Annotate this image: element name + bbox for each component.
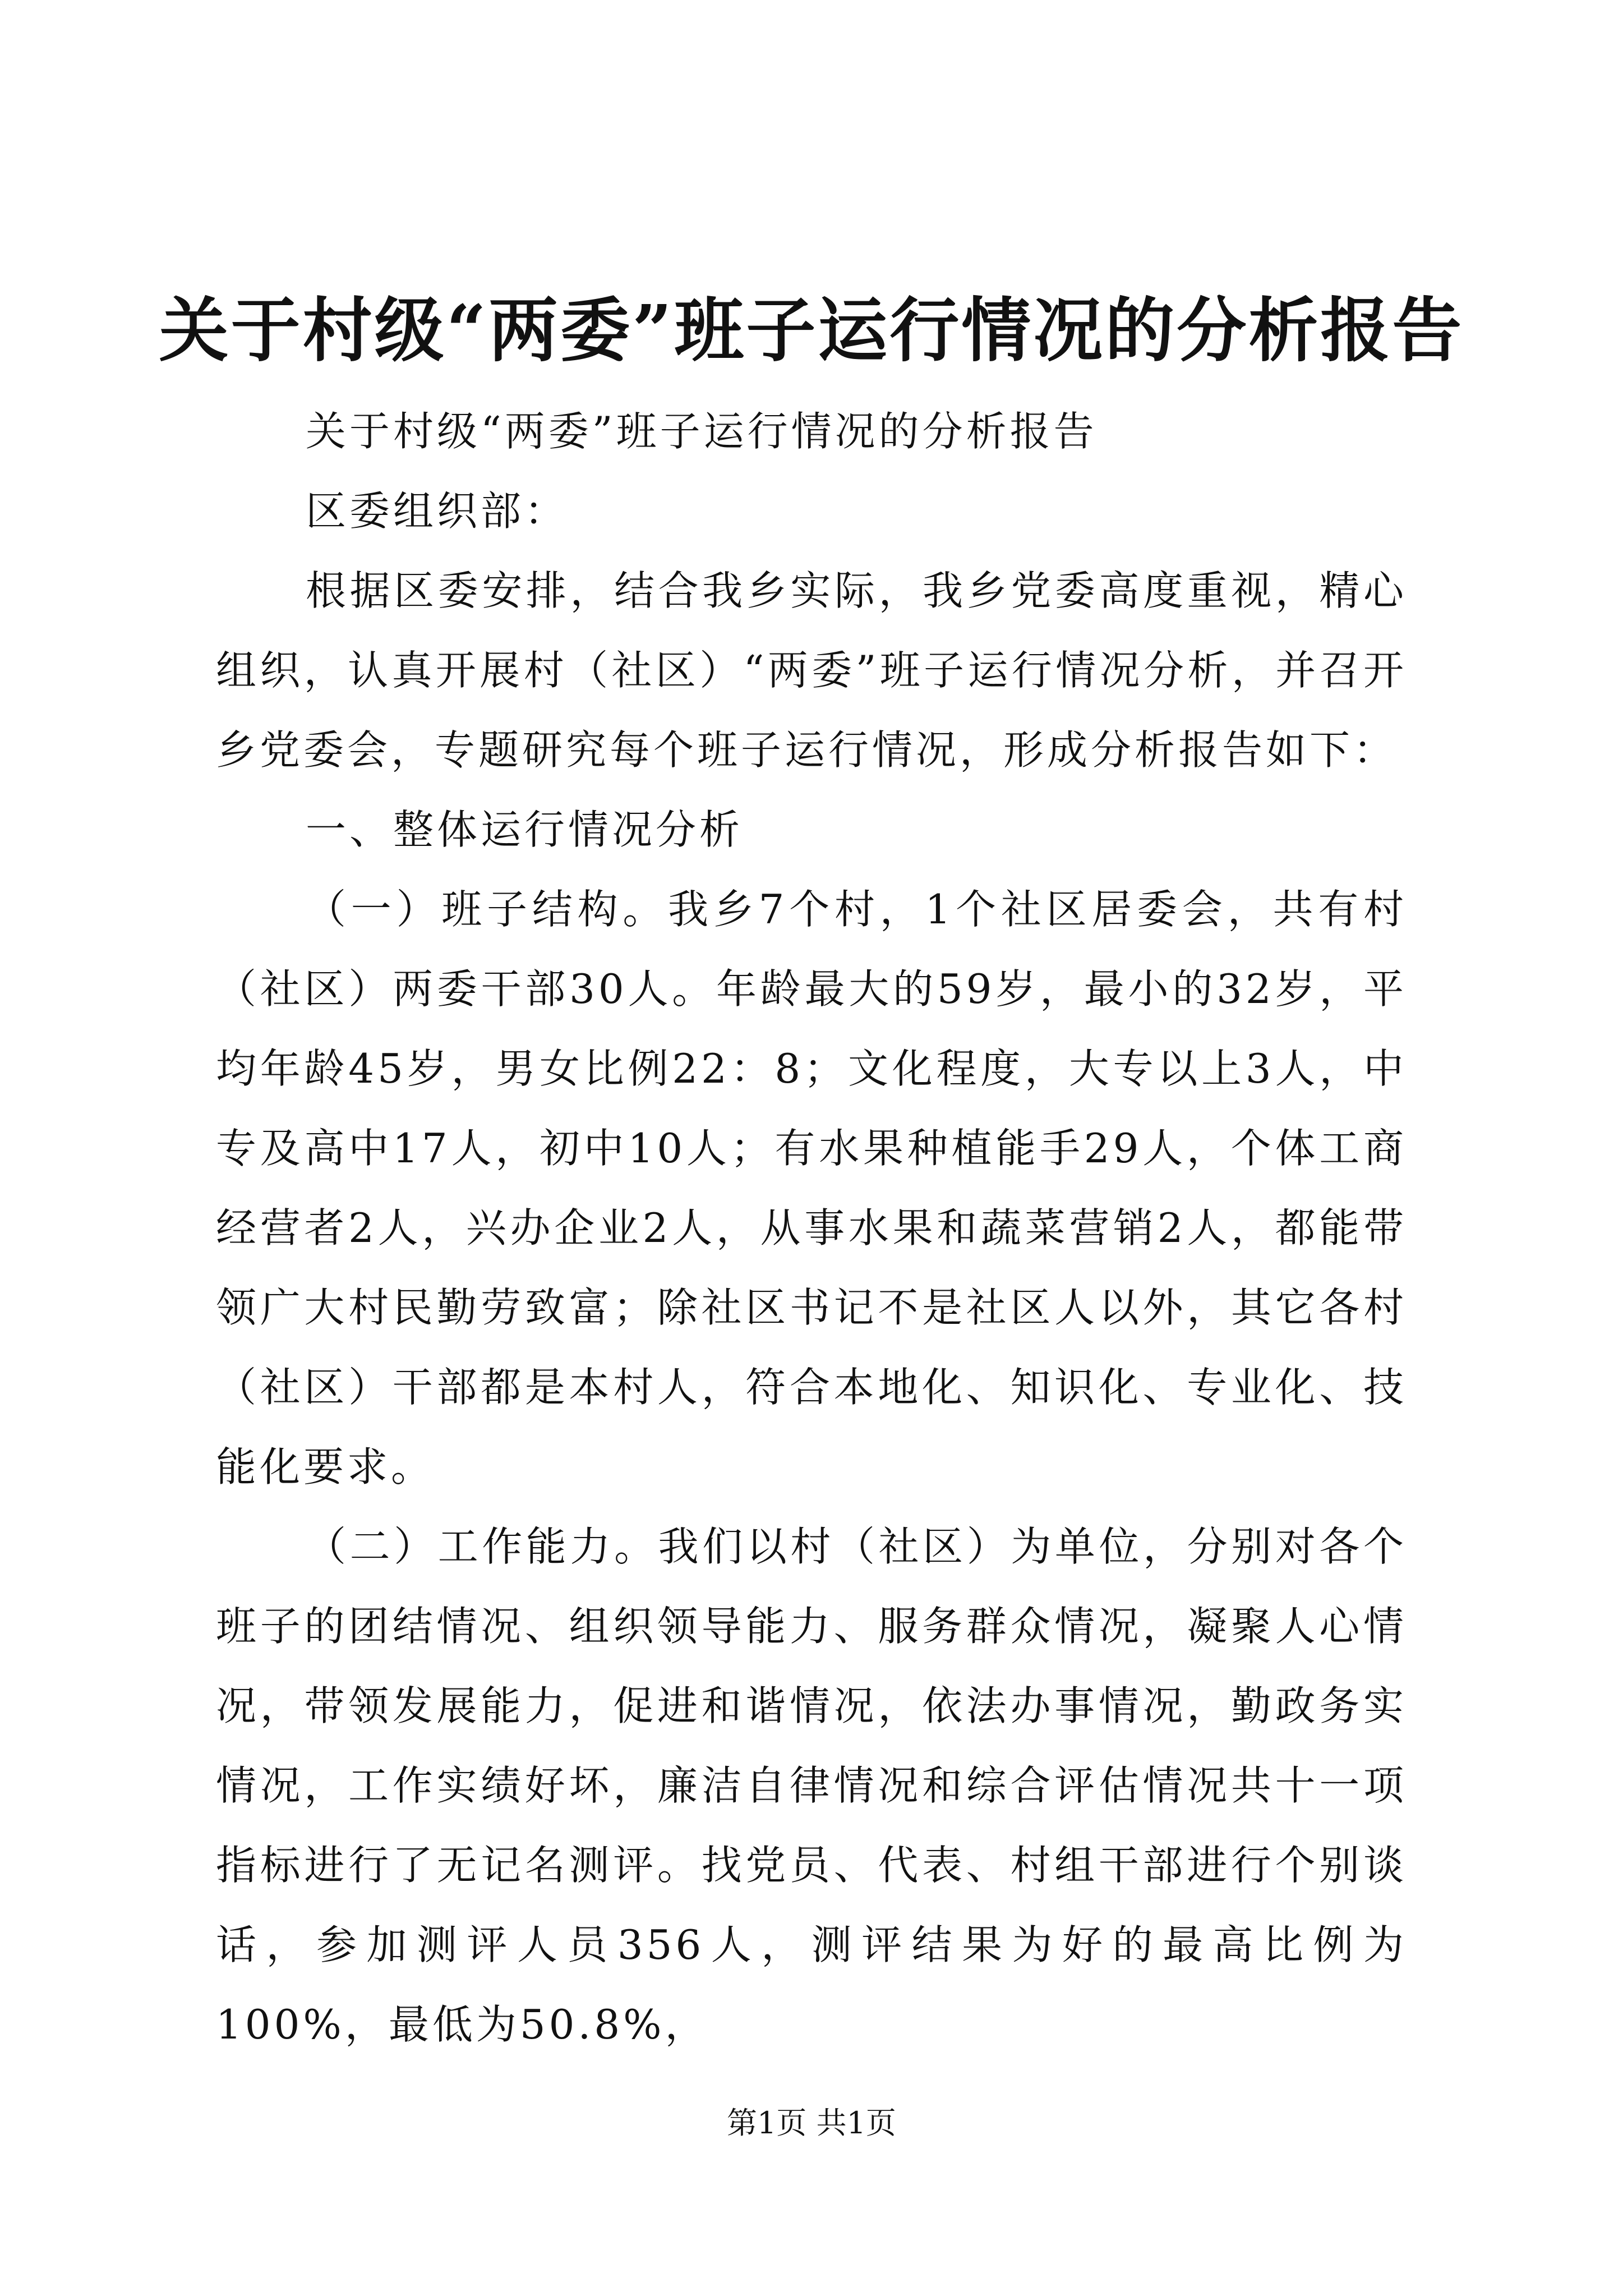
paragraph-intro: 根据区委安排，结合我乡实际，我乡党委高度重视，精心组织，认真开展村（社区）“两委”班子运行情况分析，并召开乡党委会，专题研究每个班子运行情况，形成分析报告如下： [216,567,1407,774]
paragraph-team-structure: （一）班子结构。我乡7个村，1个社区居委会，共有村（社区）两委干部30人。年龄最大的59岁，最小的32岁，平均年龄45岁，男女比例22：8；文化程度，大专以上3人，中专及高中17人，初中10人；有水果种植能手29人，个体工商经营者2人，兴办企业2人，从事水果和蔬菜营销2人，都能带领广大村民勤劳致富；除社区书记不是社区人以外，其它各村（社区）干部都是本村人，符合本地化、知识化、专业化、技能化要求。 [216,886,1407,1490]
section-heading: 一、整体运行情况分析 [306,806,744,853]
document-title: 关于村级“两委”班子运行情况的分析报告 [159,290,1464,371]
page-footer: 第1页 共1页 [727,2105,896,2141]
document-body [216,392,1407,2064]
paragraph-work-ability: （二）工作能力。我们以村（社区）为单位，分别对各个班子的团结情况、组织领导能力、服务群众情况，凝聚人心情况，带领发展能力，促进和谐情况，依法办事情况，勤政务实情况，工作实绩好坏，廉洁自律情况和综合评估情况共十一项指标进行了无记名测评。找党员、代表、村组干部进行个别谈话，参加测评人员356人，测评结果为好的最高比例为100%，最低为50.8%， [216,1523,1407,2048]
paragraph-subtitle: 关于村级“两委”班子运行情况的分析报告 [306,408,1098,455]
paragraph-addressee: 区委组织部： [306,487,569,535]
